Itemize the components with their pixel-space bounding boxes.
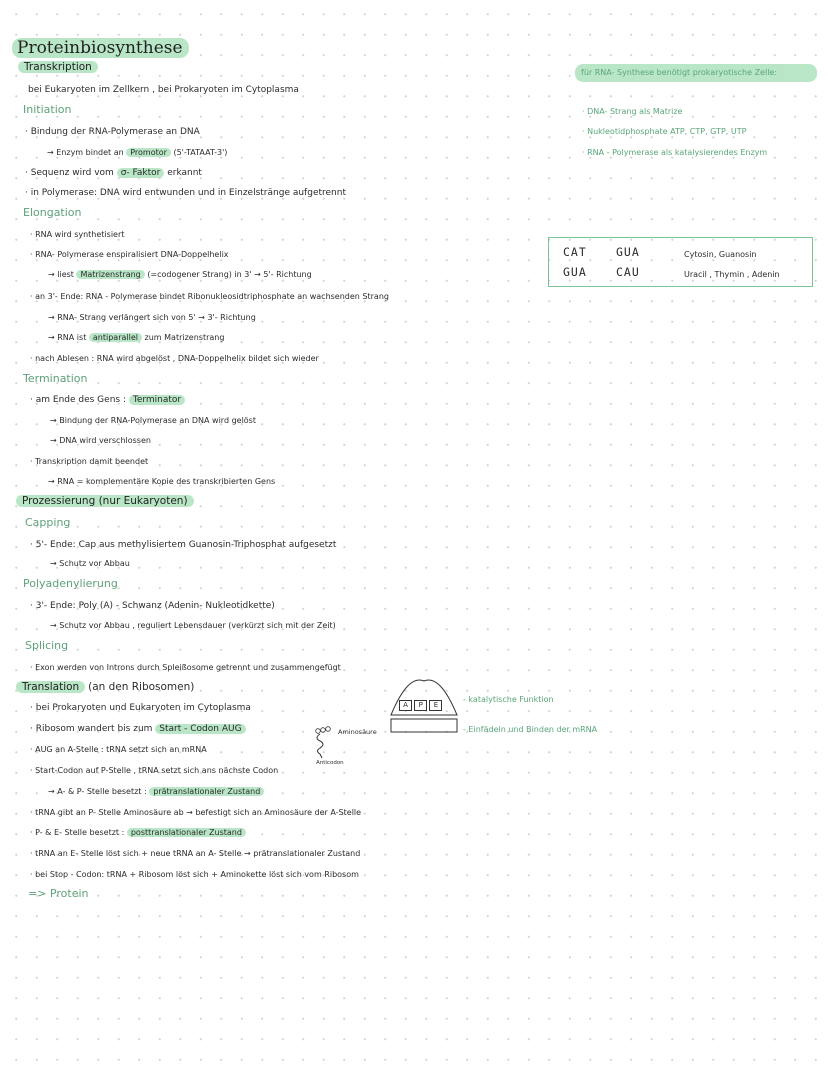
transkription-intro: bei Eukaryoten im Zellkern , bei Prokaryoten im Cytoplasma [28,85,299,95]
elongation-line-4: · an 3'- Ende: RNA - Polymerase bindet Ribonukleosidtriphosphate an wachsenden Strang [30,292,389,301]
translation-line-1: · bei Prokaryoten und Eukaryoten im Cytoplasma [30,703,251,713]
trna-label-aminosaeure: Aminosäure [338,728,377,736]
trna-label-anticodon: Anticodon [316,760,344,766]
codon-1a: CAT [563,245,587,259]
termination-line-5: → RNA = komplementäre Kopie des transkribierten Gens [48,477,276,486]
heading-initiation: Initiation [23,103,72,116]
translation-line-3: · AUG an A-Stelle : tRNA setzt sich an mRNA [30,745,207,754]
initiation-line-3: · Sequenz wird vom σ- Faktor erkannt [25,168,202,178]
translation-line-4: · Start-Codon auf P-Stelle , tRNA setzt sich ans nächste Codon [30,766,279,775]
site-e: E [429,700,442,711]
codon-2c: Uracil , Thymin , Adenin [684,270,780,279]
site-a: A [399,700,412,711]
section-translation: Translation (an den Ribosomen) [16,680,194,694]
sidenote-item-3: · RNA - Polymerase als katalysierendes Enzym [582,148,768,157]
heading-splicing: Splicing [25,639,69,652]
translation-line-6: · tRNA gibt an P- Stelle Aminosäure ab → befestigt sich an Aminosäure der A-Stelle [30,808,362,817]
section-prozessierung: Prozessierung (nur Eukaryoten) [16,494,194,508]
termination-line-4: · Transkription damit beendet [30,457,149,466]
splicing-line-1: · Exon werden von Introns durch Spleißosome getrennt und zusammengefügt [30,663,341,672]
elongation-line-5: → RNA- Strang verlängert sich von 5' → 3'- Richtung [48,313,256,322]
ribosome-label-bottom: - Einfädeln und Binden der mRNA [463,725,598,734]
codon-1c: Cytosin, Guanosin [684,250,757,259]
translation-line-5: → A- & P- Stelle besetzt : prätranslationaler Zustand [48,786,264,798]
initiation-line-1: · Bindung der RNA-Polymerase an DNA [25,127,200,137]
sidenote-item-1: · DNA- Strang als Matrize [582,107,683,116]
ribosome-sites [399,700,442,711]
codon-2a: GUA [563,265,587,279]
translation-line-9: · bei Stop - Codon: tRNA + Ribosom löst sich + Aminokette löst sich vom Ribosom [30,870,359,879]
poly-line-1: · 3'- Ende: Poly (A) - Schwanz (Adenin- Nukleotidkette) [30,601,275,611]
initiation-line-2: → Enzym bindet an Promotor (5'-TATAAT-3') [47,148,228,157]
section-transkription: Transkription [18,60,98,74]
poly-line-2: → Schutz vor Abbau , reguliert Lebensdauer (verkürzt sich mit der Zeit) [50,621,336,630]
heading-capping: Capping [25,516,71,529]
site-p: P [414,700,427,711]
heading-termination: Termination [23,372,88,385]
capping-line-1: · 5'- Ende: Cap aus methylisiertem Guanosin-Triphosphat aufgesetzt [30,540,337,550]
codon-2b: CAU [616,265,640,279]
sidenote-item-2: · Nukleotidphosphate ATP, CTP, GTP, UTP [582,127,747,136]
elongation-line-7: · nach Ablesen : RNA wird abgelöst , DNA-Doppelhelix bildet sich wieder [30,354,319,363]
page-title: Proteinbiosynthese [12,38,189,58]
termination-line-3: → DNA wird verschlossen [50,436,151,445]
elongation-line-3: → liest Matrizenstrang (=codogener Strang) in 3' → 5'- Richtung [48,270,312,279]
translation-line-8: · tRNA an E- Stelle löst sich + neue tRNA an A- Stelle → prätranslationaler Zustand [30,849,361,858]
elongation-line-6: → RNA ist antiparallel zum Matrizenstrang [48,333,225,342]
sidenote-title: für RNA- Synthese benötigt prokaryotische Zelle: [575,64,817,82]
termination-line-2: → Bindung der RNA-Polymerase an DNA wird gelöst [50,416,256,425]
translation-line-7: · P- & E- Stelle besetzt : posttranslationaler Zustand [30,827,246,839]
initiation-line-4: · in Polymerase: DNA wird entwunden und in Einzelstränge aufgetrennt [25,188,346,198]
elongation-line-1: · RNA wird synthetisiert [30,230,125,239]
heading-elongation: Elongation [23,206,82,219]
termination-line-1: · am Ende des Gens : Terminator [30,394,185,406]
heading-polyadenylierung: Polyadenylierung [23,577,118,590]
translation-line-2: · Ribosom wandert bis zum Start - Codon AUG [30,723,246,735]
codon-1b: GUA [616,245,640,259]
elongation-line-2: · RNA- Polymerase enspiralisiert DNA-Doppelhelix [30,250,229,259]
translation-result: => Protein [28,887,89,900]
capping-line-2: → Schutz vor Abbau [50,559,130,568]
ribosome-label-top: - katalytische Funktion [463,695,554,704]
